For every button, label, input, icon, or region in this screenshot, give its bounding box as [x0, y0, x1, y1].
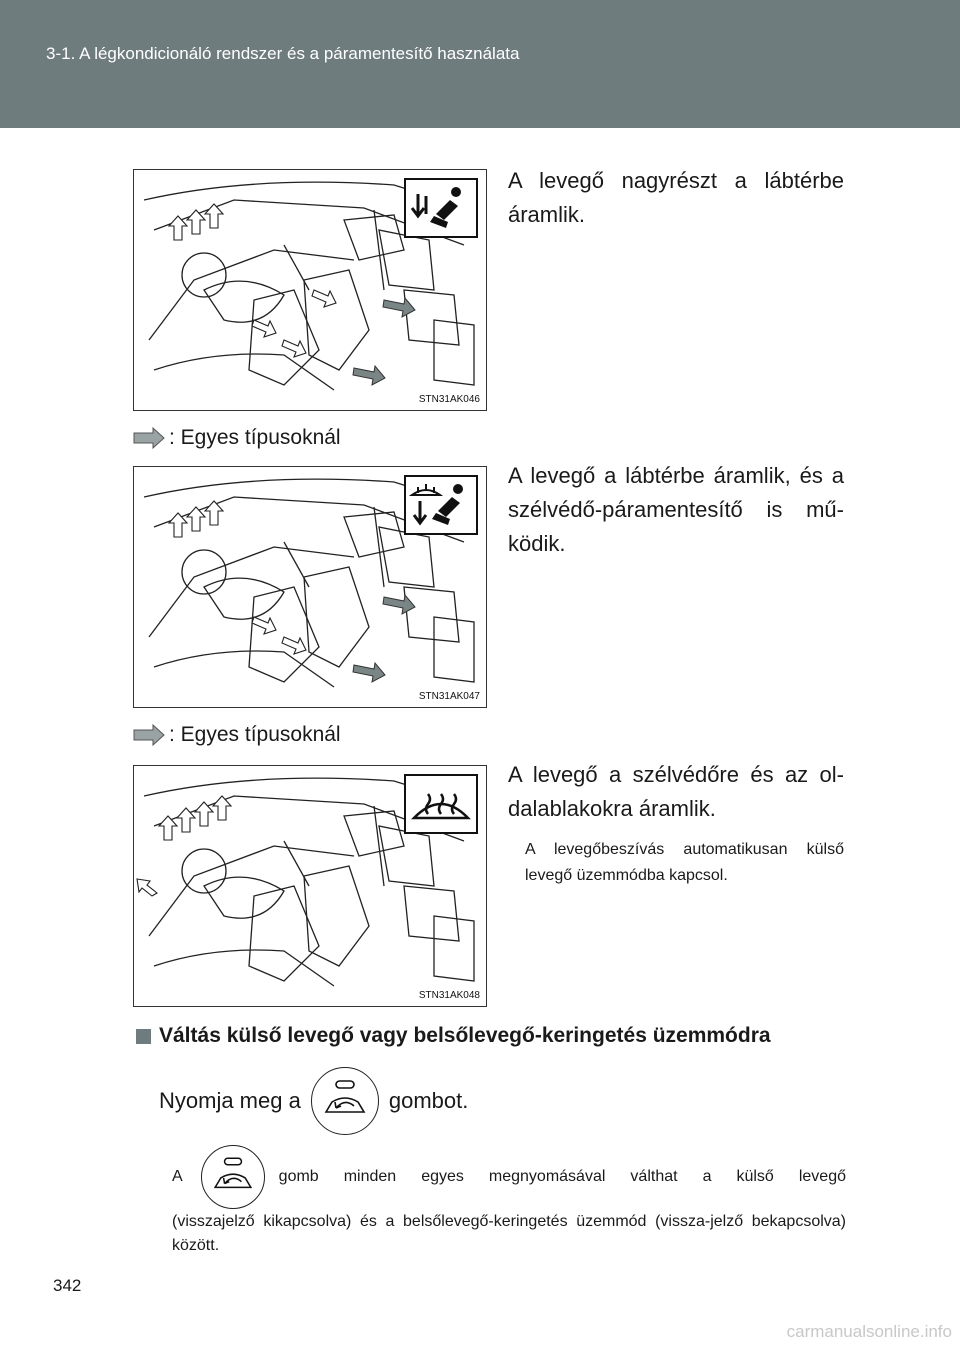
instruction-after: gombot.: [388, 1088, 469, 1113]
figure-code: STN31AK047: [418, 691, 480, 702]
instruction-line: [159, 1063, 468, 1139]
foot-defrost-icon: [404, 475, 478, 535]
figure-foot-defrost-mode: [133, 466, 487, 708]
arrow-badge-icon: [133, 724, 165, 746]
figure-description: A levegő a lábtérbe áramlik, és a szélvédő-páramentesítő is mű-ködik.: [508, 463, 844, 556]
model-badge: [133, 723, 341, 747]
figure-description: A levegő nagyrészt a lábtérbe áramlik.: [508, 168, 844, 227]
section-heading-text: Váltás külső levegő vagy belsőlevegő-keringetés üzemmódra: [159, 1024, 771, 1047]
instruction-before: Nyomja meg a: [159, 1088, 301, 1113]
section-heading: [136, 1024, 771, 1048]
model-badge: [133, 426, 341, 450]
chapter-title: 3-1. A légkondicionáló rendszer és a páramentesítő használata: [46, 44, 520, 63]
air-recirculation-icon: [312, 1068, 378, 1134]
air-recirculation-icon: [202, 1146, 264, 1208]
foot-vent-icon: [404, 178, 478, 238]
figure-defrost-mode: [133, 765, 487, 1007]
footnote-continuation: (visszajelző kikapcsolva) és a belsőlevegő-keringetés üzemmód (vissza-jelző bekapcsolva) között.: [172, 1213, 846, 1254]
air-recirculation-button: [311, 1067, 379, 1135]
arrow-badge-icon: [133, 427, 165, 449]
figure-code: STN31AK048: [418, 990, 480, 1001]
windshield-defrost-icon: [404, 774, 478, 834]
bullet-square-icon: [136, 1029, 151, 1044]
air-recirculation-button: [201, 1145, 265, 1209]
badge-label: : Egyes típusoknál: [169, 723, 341, 746]
footnote-line1-text: gomb minden egyes megnyomásával válthat a külső levegő: [278, 1168, 846, 1185]
figure-description: A levegő a szélvédőre és az ol-dalablakokra áramlik.: [508, 762, 844, 821]
figure-code: STN31AK046: [418, 394, 480, 405]
page-number: 342: [53, 1276, 82, 1295]
figure-foot-mode: [133, 169, 487, 411]
page-header: [0, 0, 960, 128]
footnote-prefix: A: [172, 1168, 183, 1185]
figure-note: A levegőbeszívás automatikusan külső levegő üzemmódba kapcsol.: [525, 841, 844, 884]
badge-label: : Egyes típusoknál: [169, 426, 341, 449]
footnote-first-line: [172, 1144, 846, 1210]
watermark: carmanualsonline.info: [786, 1322, 952, 1341]
